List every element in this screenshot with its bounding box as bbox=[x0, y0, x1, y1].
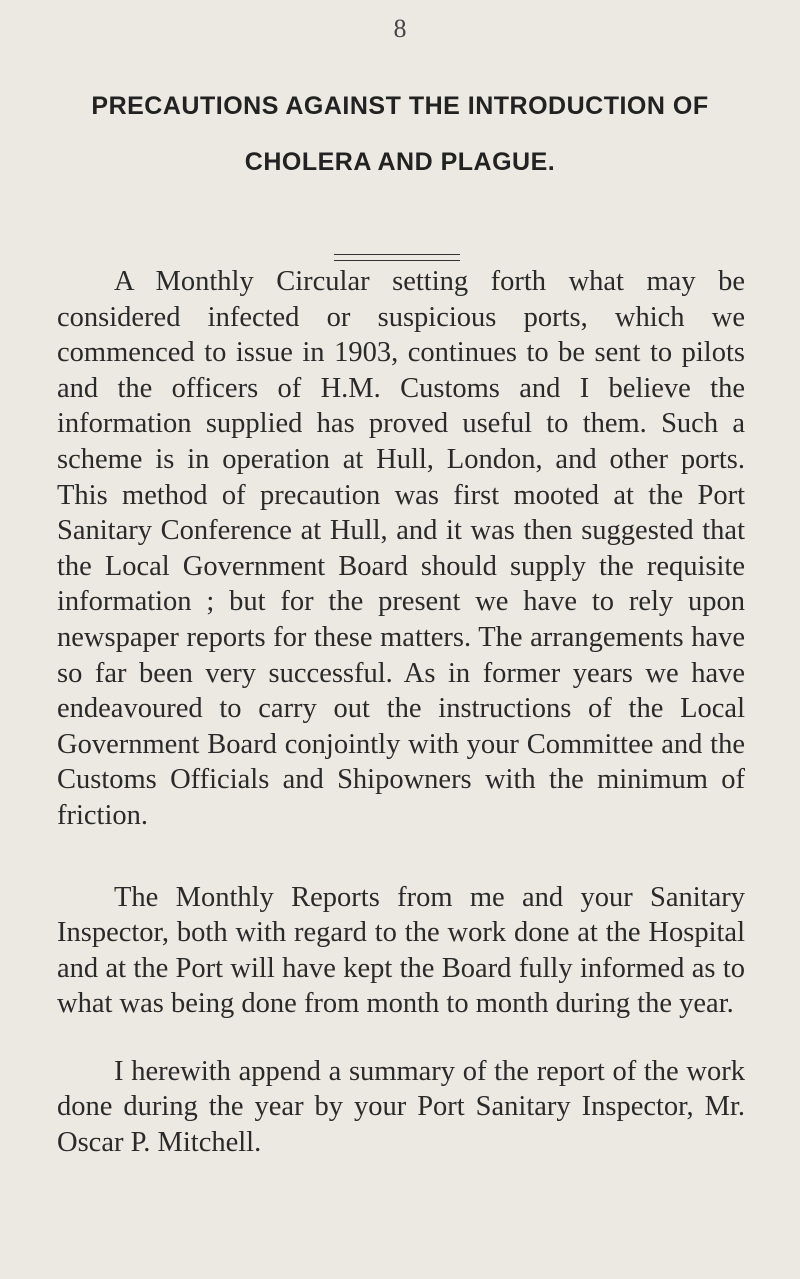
body-text bbox=[57, 264, 745, 1161]
divider-rule-bottom bbox=[334, 260, 460, 261]
paragraph-summary: I herewith append a summary of the report of the work done during the year by your Port Sanitary Inspector, Mr. Oscar P. Mitchell. bbox=[57, 1055, 745, 1159]
paragraph-monthly-reports: The Monthly Reports from me and your Sanitary Inspector, both with regard to the work done at the Hospital and at the Port will have kept the Board fully informed as to what was being done from month to month during the year. bbox=[57, 881, 745, 1020]
paragraph-circular: A Monthly Circular setting forth what may be considered infected or suspicious ports, which we commenced to issue in 1903, continues to be sent to pilots and the officers of H.M. Customs and I believe the information supplied has proved useful to them. Such a scheme is in operation at Hull, London, and other ports. This method of precaution was first mooted at the Port Sanitary Conference at Hull, and it was then suggested that the Local Government Board should supply the requisite information ; but for the present we have to rely upon newspaper reports for these matters. The arrangements have so far been very successful. As in former years we have endeavoured to carry out the instructions of the Local Government Board conjointly with your Committee and the Customs Officials and Shipowners with the minimum of friction. bbox=[57, 266, 745, 831]
divider-rule-top bbox=[334, 254, 460, 255]
page-number: 8 bbox=[393, 14, 407, 43]
heading-line-1: PRECAUTIONS AGAINST THE INTRODUCTION OF bbox=[91, 92, 709, 120]
section-heading bbox=[20, 88, 780, 180]
heading-line-2: CHOLERA AND PLAGUE. bbox=[244, 148, 556, 176]
